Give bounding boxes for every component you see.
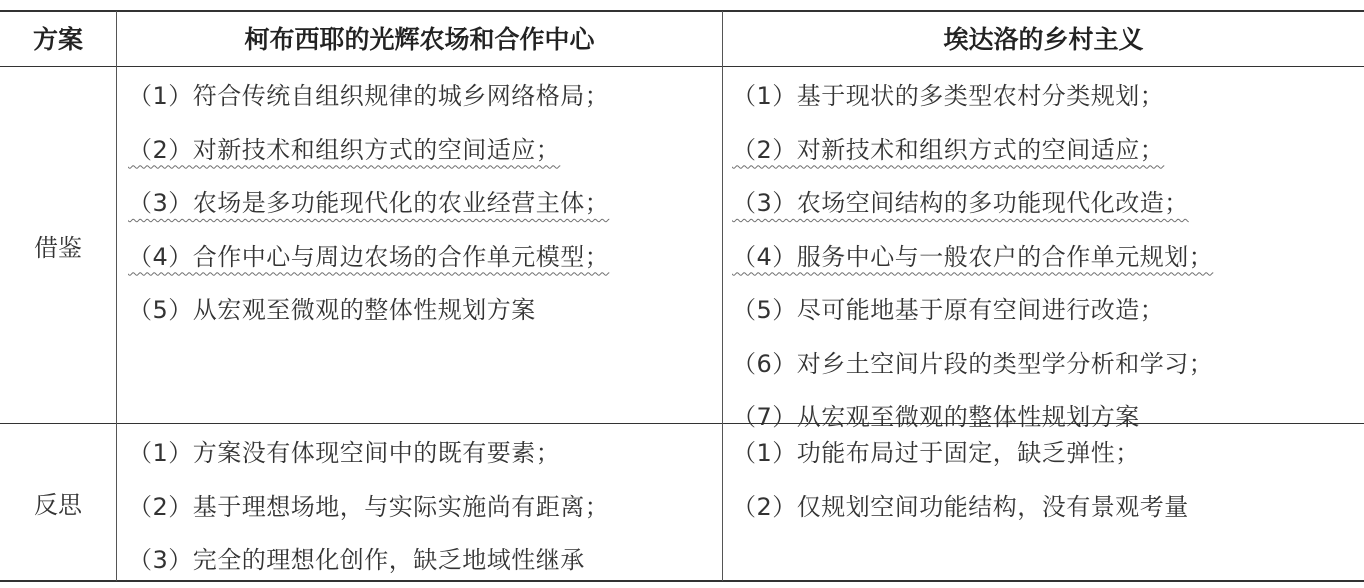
col-divider-2 xyxy=(722,11,723,581)
list-item-text: （3）农场空间结构的多功能现代化改造； xyxy=(732,189,1189,217)
borrow-left-list xyxy=(128,70,609,338)
list-item xyxy=(128,70,609,124)
list-item-text: （2）仅规划空间功能结构，没有景观考量 xyxy=(732,492,1189,521)
list-item xyxy=(732,177,1213,231)
list-item-text: （5）尽可能地基于原有空间进行改造； xyxy=(732,296,1165,324)
col-divider-1 xyxy=(116,11,117,581)
header-scheme: 方案 xyxy=(32,25,83,54)
list-item xyxy=(732,284,1213,338)
list-item-text: （7）从宏观至微观的整体性规划方案 xyxy=(732,403,1140,431)
list-item xyxy=(732,124,1213,178)
list-item xyxy=(128,427,609,481)
borrow-right-list xyxy=(732,70,1213,445)
list-item xyxy=(128,534,609,588)
header-corbusier: 柯布西耶的光辉农场和合作中心 xyxy=(244,25,595,54)
list-item xyxy=(732,427,1189,481)
list-item-text: （1）基于现状的多类型农村分类规划； xyxy=(732,82,1165,110)
list-item xyxy=(128,231,609,285)
list-item-text: （5）从宏观至微观的整体性规划方案 xyxy=(128,296,536,324)
list-item-text: （2）对新技术和组织方式的空间适应； xyxy=(732,135,1165,164)
list-item xyxy=(732,231,1213,285)
list-item-text: （4）服务中心与一般农户的合作单元规划； xyxy=(732,242,1214,271)
reflect-right-list xyxy=(732,427,1189,534)
list-item xyxy=(128,124,609,178)
list-item xyxy=(732,70,1213,124)
list-item xyxy=(128,177,609,231)
list-item-text: （6）对乡土空间片段的类型学分析和学习； xyxy=(732,349,1214,378)
list-item-text: （4）合作中心与周边农场的合作单元模型； xyxy=(128,242,610,271)
list-item xyxy=(732,481,1189,535)
list-item xyxy=(732,338,1213,392)
reflect-left-list xyxy=(128,427,609,588)
list-item-text: （2）对新技术和组织方式的空间适应； xyxy=(128,135,561,164)
header-rule xyxy=(0,66,1364,67)
list-item-text: （3）农场是多功能现代化的农业经营主体； xyxy=(128,189,610,217)
list-item-text: （1）符合传统自组织规律的城乡网络格局； xyxy=(128,82,610,110)
list-item-text: （1）功能布局过于固定，缺乏弹性； xyxy=(732,439,1140,467)
header-adalo: 埃达洛的乡村主义 xyxy=(943,25,1144,54)
list-item-text: （3）完全的理想化创作，缺乏地域性继承 xyxy=(128,546,585,574)
list-item xyxy=(128,284,609,338)
list-item-text: （1）方案没有体现空间中的既有要素； xyxy=(128,439,561,467)
list-item-text: （2）基于理想场地，与实际实施尚有距离； xyxy=(128,492,610,521)
row-label-reflect: 反思 xyxy=(34,490,82,519)
list-item xyxy=(128,481,609,535)
row-label-borrow: 借鉴 xyxy=(34,233,82,262)
